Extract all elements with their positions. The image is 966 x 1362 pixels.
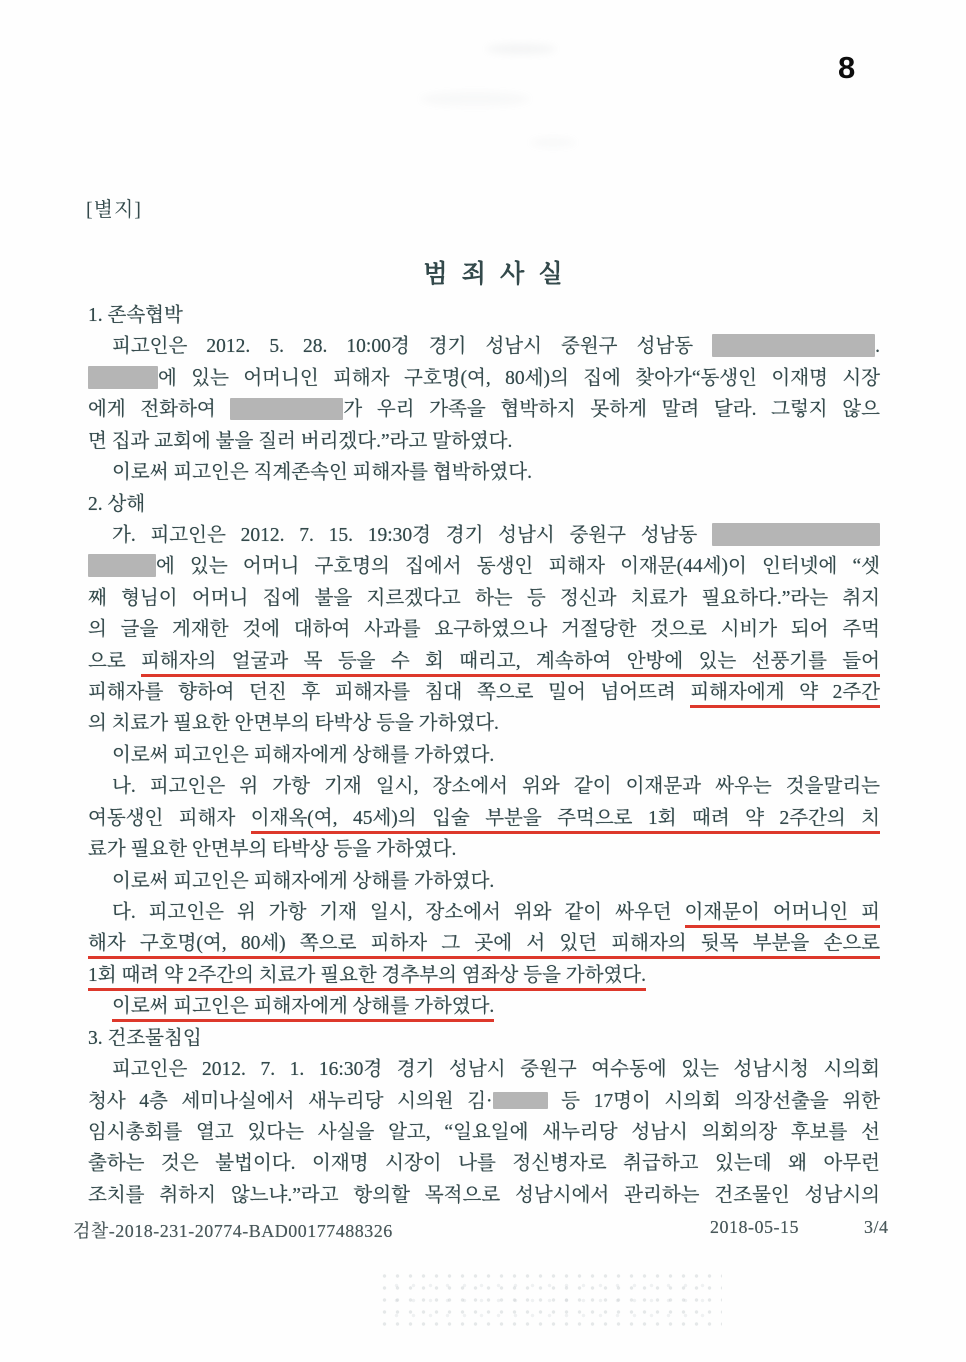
text-run: 피해자를 향하여 던진 후 피해자를 침대 쪽으로 밀어 넘어뜨려 [88, 682, 691, 704]
redaction-box [712, 334, 875, 357]
footer-page-indicator: 3/4 [864, 1217, 889, 1237]
text-run: 1. 존속협박 [88, 305, 183, 326]
text-line [88, 834, 880, 865]
text-line [88, 740, 880, 771]
text-run: 다. 피고인은 위 가항 기재 일시, 장소에서 위와 같이 싸우던 [112, 902, 685, 924]
red-underlined-text: 피해자의 얼굴과 목 등을 수 회 때리고, 계속하여 안방에 있는 선풍기를 들어 [141, 651, 880, 677]
text-run: 면 집과 교회에 불을 질러 버리겠다.”라고 말하였다. [88, 430, 513, 452]
text-run: 임시총회를 열고 있다는 사실을 알고, “일요일에 새누리당 성남시 의회의장 후보를 선 [88, 1121, 880, 1143]
footer-document-id: 검찰-2018-231-20774-BAD00177488326 [73, 1221, 393, 1241]
text-run: 출하는 것은 불법이다. 이재명 시장이 나를 정신병자로 취급하고 있는데 왜 아무런 [88, 1153, 880, 1175]
text-line [88, 1117, 880, 1148]
text-run: 피고인은 2012. 5. 28. 10:00경 경기 성남시 중원구 성남동 [112, 336, 713, 358]
text-run: 의 치료가 필요한 안면부의 타박상 등을 가하였다. [88, 713, 499, 735]
text-run: 이로써 피고인은 피해자에게 상해를 가하였다. [112, 744, 495, 766]
text-line [88, 426, 880, 457]
text-line [88, 363, 880, 394]
section-heading [88, 300, 880, 331]
text-line [88, 1180, 880, 1211]
text-line [88, 646, 880, 677]
document-title: 범 죄 사 실 [423, 261, 567, 288]
text-line [88, 614, 880, 645]
text-run: 에 있는 어머니인 피해자 구호명(여, 80세)의 집에 찾아가“동생인 이재명 시장 [158, 367, 880, 389]
text-run: 료가 필요한 안면부의 타박상 등을 가하였다. [88, 839, 457, 861]
document-body [88, 300, 880, 1211]
text-run: 피고인은 2012. 7. 1. 16:30경 경기 성남시 중원구 여수동에 있는 성남시청 시의회 [112, 1059, 880, 1081]
text-line [88, 520, 880, 551]
text-run: 가 우리 가족을 협박하지 못하게 말려 달라. 그렇지 않으 [343, 399, 880, 421]
text-line [88, 1148, 880, 1179]
text-run: 3. 건조물침입 [88, 1027, 202, 1049]
text-line [88, 551, 880, 582]
red-underlined-text: 이로써 피고인은 피해자에게 상해를 가하였다. [112, 996, 494, 1022]
red-underlined-text: 해자 구호명(여, 80세) 쪽으로 피하자 그 곳에 서 있던 피해자의 뒷목 부분을 손으로 [88, 933, 880, 959]
text-line [88, 1086, 880, 1117]
scan-smudge [420, 92, 530, 106]
scan-smudge [530, 138, 576, 147]
text-line [88, 866, 880, 897]
text-run: 으로 [88, 650, 142, 672]
redaction-box [88, 366, 158, 389]
red-underlined-text: 1회 때려 약 2주간의 치료가 필요한 경추부의 염좌상 등을 가하였다. [88, 965, 646, 991]
red-underlined-text: 피해자에게 약 2주간 [690, 682, 880, 708]
text-run: . [875, 336, 880, 358]
attachment-label: [별지] [86, 199, 142, 221]
red-underlined-text: 이재옥(여, 45세)의 입술 부분을 주먹으로 1회 때려 약 2주간의 치 [251, 808, 880, 834]
redaction-box [493, 1092, 548, 1109]
text-run: 에 있는 어머니 구호명의 집에서 동생인 피해자 이재문(44세)이 인터넷에 “셋 [156, 556, 880, 578]
text-run: 이로써 피고인은 피해자에게 상해를 가하였다. [112, 870, 495, 892]
text-run: 에게 전화하여 [88, 399, 231, 421]
text-run: 등 17명이 시의회 의장선출을 위한 [547, 1090, 880, 1112]
text-run: 나. 피고인은 위 가항 기재 일시, 장소에서 위와 같이 이재문과 싸우는 것을말리는 [112, 776, 880, 798]
text-run: 여동생인 피해자 [88, 807, 251, 829]
text-line [88, 394, 880, 425]
text-line [88, 677, 880, 708]
text-run: 2. 상해 [88, 493, 146, 515]
redaction-box [88, 554, 156, 577]
text-line [88, 803, 880, 834]
section-heading [88, 1023, 880, 1054]
text-line [88, 771, 880, 802]
red-underlined-text: 이재문이 어머니인 피 [685, 902, 880, 928]
text-line [88, 897, 880, 928]
faint-watermark-dots [388, 1278, 708, 1318]
text-run: 청사 4층 세미나실에서 새누리당 시의원 김· [88, 1090, 493, 1112]
text-run: 째 형님이 어머니 집에 불을 지르겠다고 하는 등 정신과 치료가 필요하다.”라는 취지 [88, 587, 880, 609]
text-line [88, 928, 880, 959]
text-run: 조치를 취하지 않느냐.”라고 항의할 목적으로 성남시에서 관리하는 건조물인 성남시의 [88, 1184, 880, 1206]
text-line [88, 457, 880, 488]
page-number: 8 [838, 50, 856, 85]
text-line [88, 708, 880, 739]
footer-date: 2018-05-15 [710, 1217, 799, 1237]
text-run: 의 글을 게재한 것에 대하여 사과를 요구하였으나 거절당한 것으로 시비가 되어 주먹 [88, 619, 880, 641]
redaction-box [712, 523, 880, 546]
text-line [88, 583, 880, 614]
redaction-box [230, 398, 343, 420]
document-footer [0, 1217, 966, 1247]
text-line [88, 960, 880, 991]
text-run: 이로써 피고인은 직계존속인 피해자를 협박하였다. [112, 462, 532, 484]
text-run: 가. 피고인은 2012. 7. 15. 19:30경 경기 성남시 중원구 성남동 [112, 524, 712, 546]
text-line [88, 1054, 880, 1085]
scan-smudge [486, 44, 556, 54]
text-line [88, 991, 880, 1022]
section-heading [88, 489, 880, 520]
text-line [88, 331, 880, 362]
